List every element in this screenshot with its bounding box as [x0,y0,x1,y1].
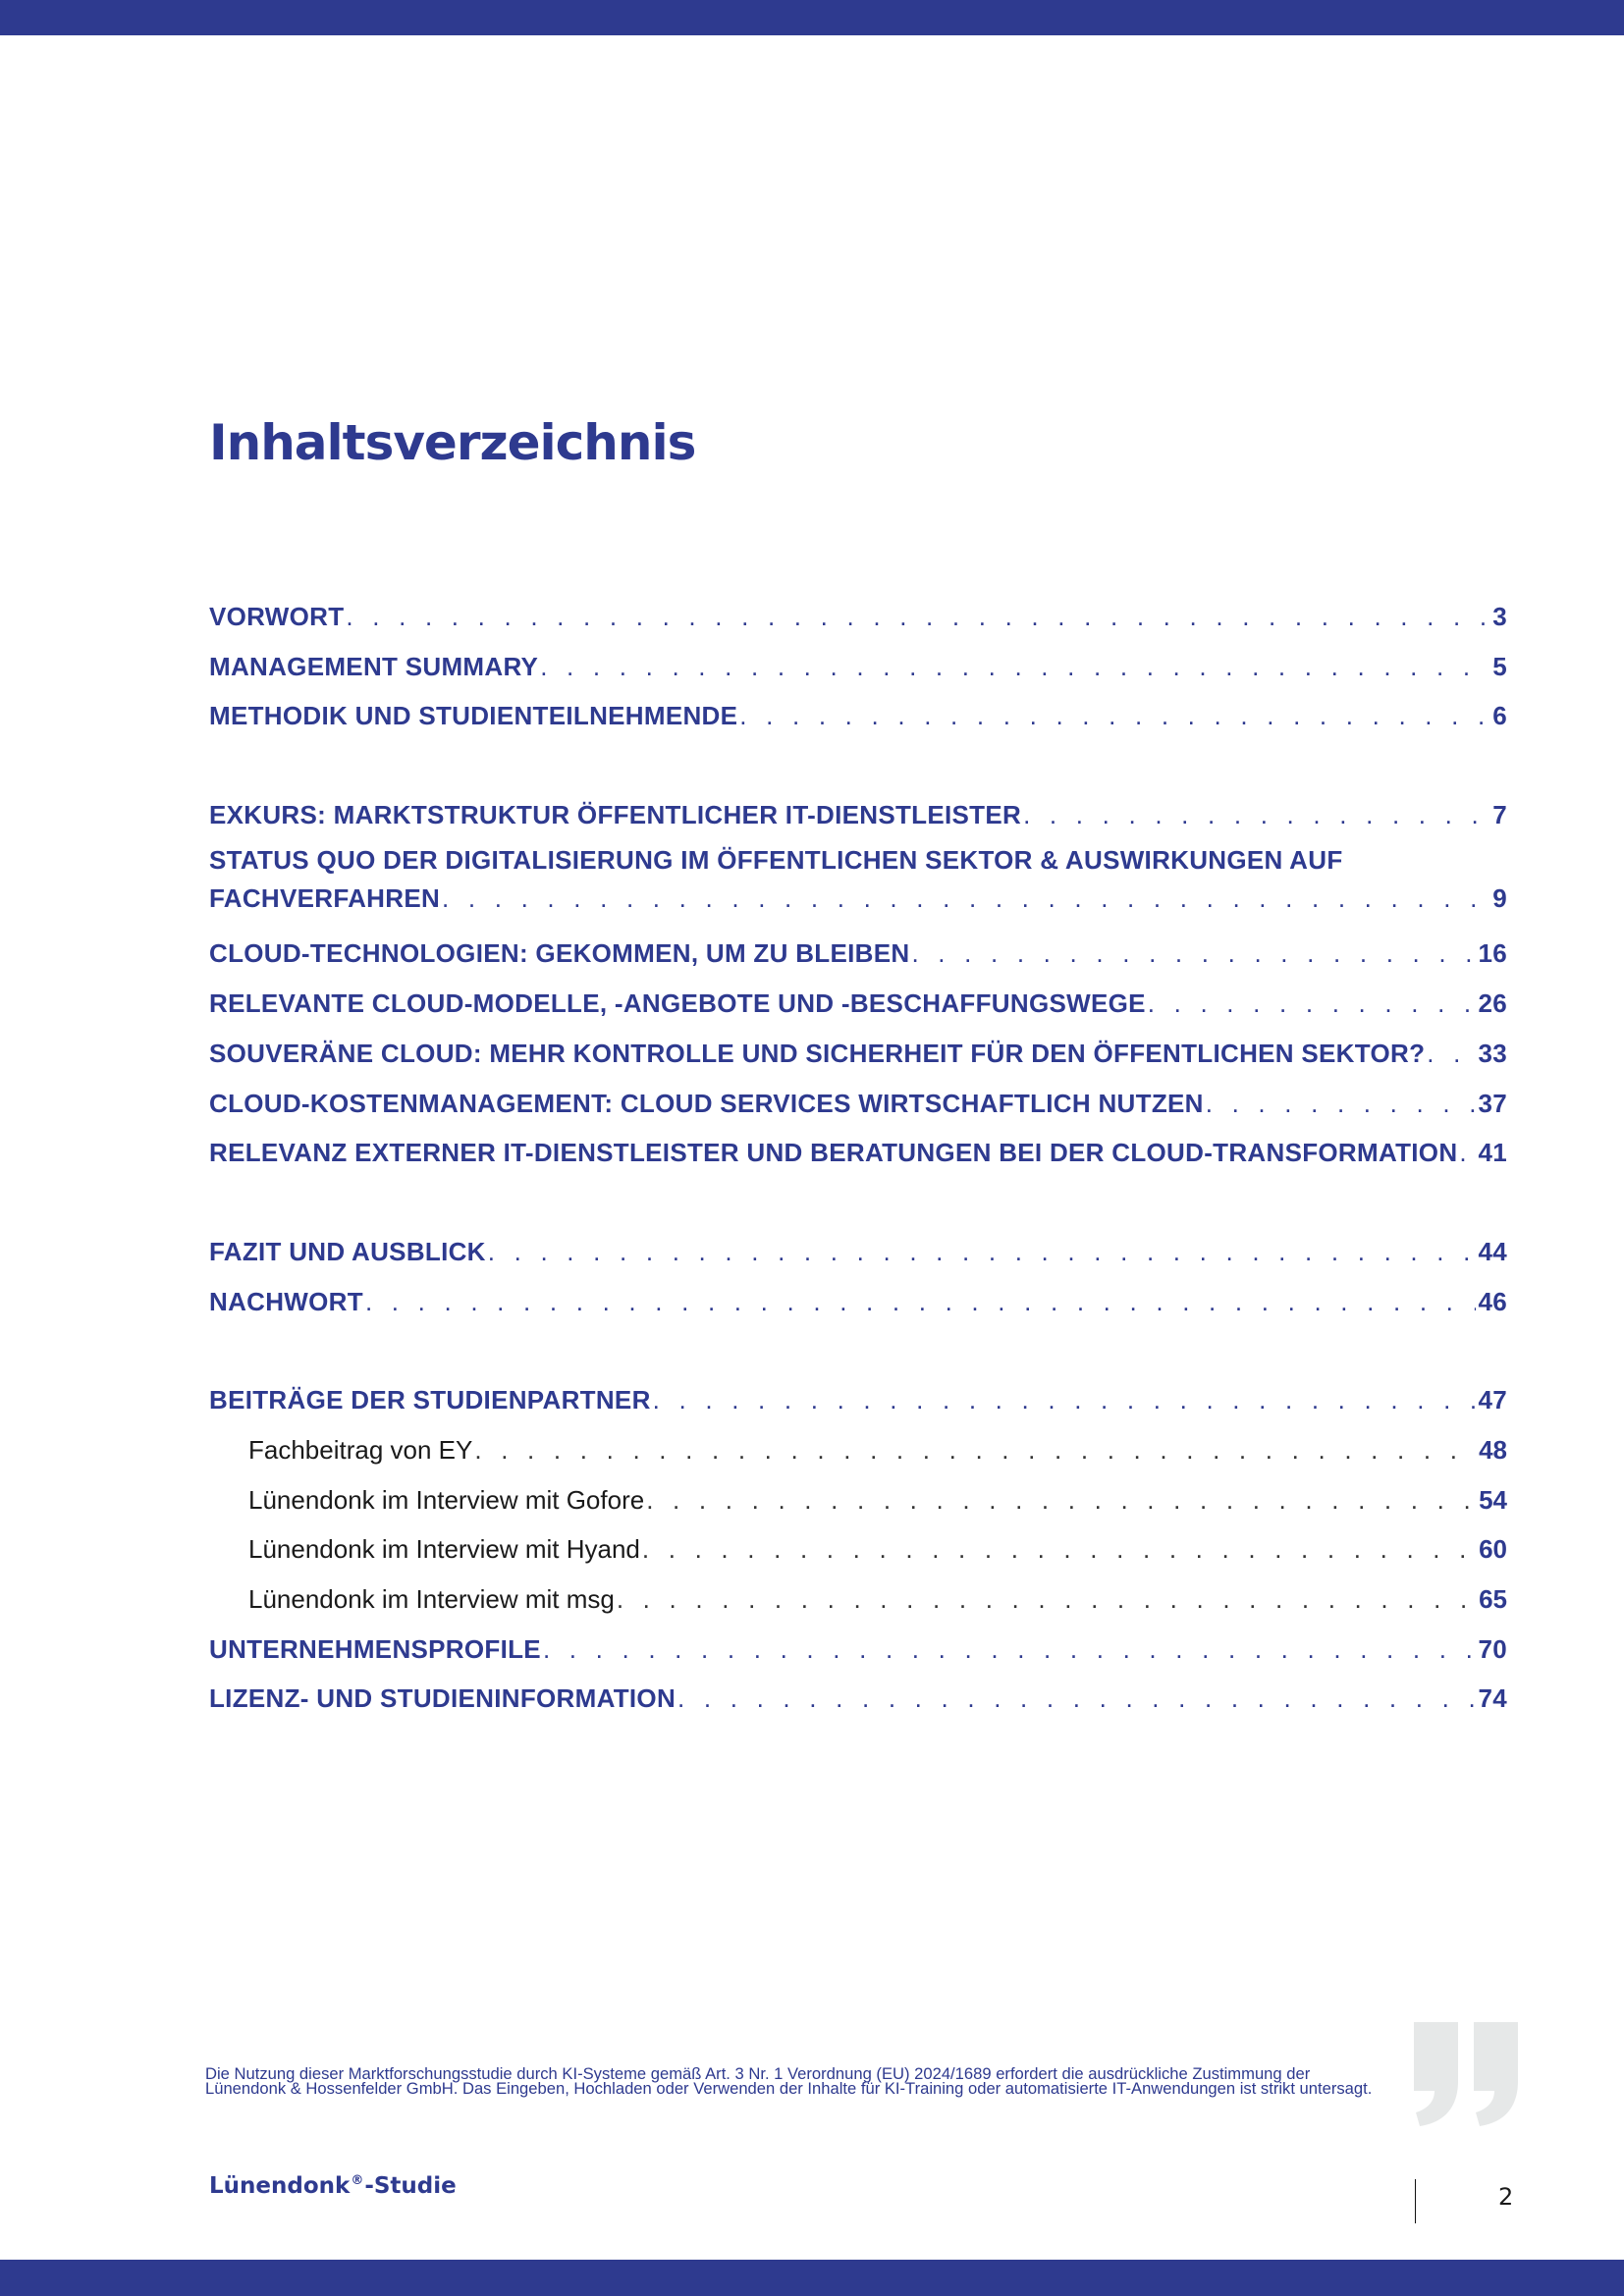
toc-entry-methodik[interactable] [209,691,1507,741]
dot-leader [1459,1128,1476,1178]
toc-page-number: 41 [1478,1138,1507,1168]
toc-entry-unternehmensprofile[interactable] [209,1625,1507,1675]
ai-usage-disclaimer: Die Nutzung dieser Marktforschungsstudie durch KI-Systeme gemäß Art. 3 Nr. 1 Verordnung (EU) 2024/1689 erfordert die ausdrückliche Zustimmung der Lünendonk & Hossenfelder GmbH. Das Eingeben, Hochladen oder Verwenden der Inhalte für KI-Training oder automatisierte IT-Anwendungen ist strikt untersagt. [205,2064,1373,2098]
dot-leader [488,1227,1477,1277]
toc-entry-nachwort[interactable] [209,1277,1507,1327]
dot-leader [1148,979,1477,1029]
brand-label [209,2173,457,2199]
toc-entry-lizenz[interactable] [209,1674,1507,1724]
toc-subentry-ey[interactable] [209,1425,1507,1475]
toc-page-number: 16 [1478,938,1507,969]
dot-leader [346,592,1490,642]
toc-page-number: 74 [1478,1683,1507,1714]
table-of-contents [209,592,1507,1724]
toc-entry-vorwort[interactable] [209,592,1507,642]
toc-subentry-gofore[interactable] [209,1475,1507,1525]
toc-entry-label: RELEVANTE CLOUD-MODELLE, -ANGEBOTE UND -BESCHAFFUNGSWEGE [209,988,1146,1019]
toc-entry-second-row [209,880,1507,930]
toc-entry-souveraene-cloud[interactable] [209,1029,1507,1079]
toc-entry-label: RELEVANZ EXTERNER IT-DIENSTLEISTER UND BERATUNGEN BEI DER CLOUD-TRANSFORMATION [209,1138,1458,1168]
toc-page-number: 6 [1492,701,1507,731]
toc-entry-cloud-technologien[interactable] [209,929,1507,979]
toc-entry-management-summary[interactable] [209,642,1507,692]
dot-leader [1427,1029,1476,1079]
toc-entry-label: VORWORT [209,602,345,631]
toc-entry-label: NACHWORT [209,1286,363,1316]
toc-page-number: 3 [1492,602,1507,631]
page-number: 2 [1498,2183,1514,2211]
toc-entry-label-line1: STATUS QUO DER DIGITALISIERUNG IM ÖFFENTLICHEN SEKTOR & AUSWIRKUNGEN AUF [209,844,1343,875]
bottom-accent-bar [0,2260,1624,2296]
dot-leader [646,1475,1477,1525]
toc-entry-label: LIZENZ- UND STUDIENINFORMATION [209,1683,677,1714]
toc-page-number: 54 [1479,1484,1507,1515]
toc-entry-status-quo[interactable] [209,840,1507,930]
dot-leader [911,929,1476,979]
toc-entry-label: Lünendonk im Interview mit Hyand [248,1534,640,1565]
toc-page-number: 5 [1492,651,1507,681]
toc-page-number: 26 [1478,988,1507,1019]
registered-mark: ® [351,2173,364,2188]
toc-page-number: 33 [1478,1038,1507,1068]
toc-entry-label: MANAGEMENT SUMMARY [209,651,539,681]
dot-leader [677,1674,1476,1724]
toc-entry-label: BEITRÄGE DER STUDIENPARTNER [209,1385,651,1415]
toc-entry-label: Fachbeitrag von EY [248,1434,473,1465]
toc-entry-relevanz-dienstleister[interactable] [209,1128,1507,1178]
toc-entry-fazit[interactable] [209,1227,1507,1277]
dot-leader [1206,1079,1477,1129]
toc-entry-exkurs[interactable] [209,790,1507,840]
dot-leader [642,1524,1477,1575]
toc-entry-label: CLOUD-TECHNOLOGIEN: GEKOMMEN, UM ZU BLEIBEN [209,938,910,969]
toc-page-number: 47 [1478,1385,1507,1415]
toc-page-number: 37 [1478,1088,1507,1118]
closing-quote-icon [1412,2020,1525,2128]
dot-leader [442,880,1490,917]
toc-entry-label: UNTERNEHMENSPROFILE [209,1633,541,1664]
toc-entry-label: EXKURS: MARKTSTRUKTUR ÖFFENTLICHER IT-DIENSTLEISTER [209,800,1022,830]
toc-entry-label: Lünendonk im Interview mit Gofore [248,1484,645,1515]
toc-page-number: 48 [1479,1434,1507,1465]
toc-entry-label: SOUVERÄNE CLOUD: MEHR KONTROLLE UND SICHERHEIT FÜR DEN ÖFFENTLICHEN SEKTOR? [209,1038,1426,1068]
footer-divider [1415,2179,1416,2223]
dot-leader [540,642,1490,692]
toc-page-number: 65 [1479,1584,1507,1614]
toc-entry-label: CLOUD-KOSTENMANAGEMENT: CLOUD SERVICES WIRTSCHAFTLICH NUTZEN [209,1088,1204,1118]
toc-subentry-hyand[interactable] [209,1524,1507,1575]
toc-entry-label: METHODIK UND STUDIENTEILNEHMENDE [209,701,738,731]
brand-name: Lünendonk [209,2173,351,2199]
toc-entry-kostenmanagement[interactable] [209,1079,1507,1129]
dot-leader [1023,790,1490,840]
dot-leader [474,1425,1477,1475]
toc-page-number: 70 [1478,1633,1507,1664]
toc-entry-label: Lünendonk im Interview mit msg [248,1584,615,1614]
dot-leader [617,1575,1477,1625]
toc-entry-beitraege[interactable] [209,1375,1507,1425]
dot-leader [365,1277,1477,1327]
toc-entry-cloud-modelle[interactable] [209,979,1507,1029]
toc-subentry-msg[interactable] [209,1575,1507,1625]
dot-leader [739,691,1490,741]
toc-entry-label-line2: FACHVERFAHREN [209,882,441,913]
toc-page-number: 9 [1492,882,1507,913]
brand-suffix: -Studie [364,2173,457,2199]
toc-entry-label: FAZIT UND AUSBLICK [209,1236,486,1266]
dot-leader [543,1625,1477,1675]
dot-leader [653,1375,1477,1425]
toc-page-number: 44 [1478,1236,1507,1266]
toc-page-number: 7 [1492,800,1507,830]
page-title: Inhaltsverzeichnis [209,414,696,471]
top-accent-bar [0,0,1624,35]
toc-page-number: 46 [1478,1286,1507,1316]
toc-page-number: 60 [1479,1534,1507,1565]
